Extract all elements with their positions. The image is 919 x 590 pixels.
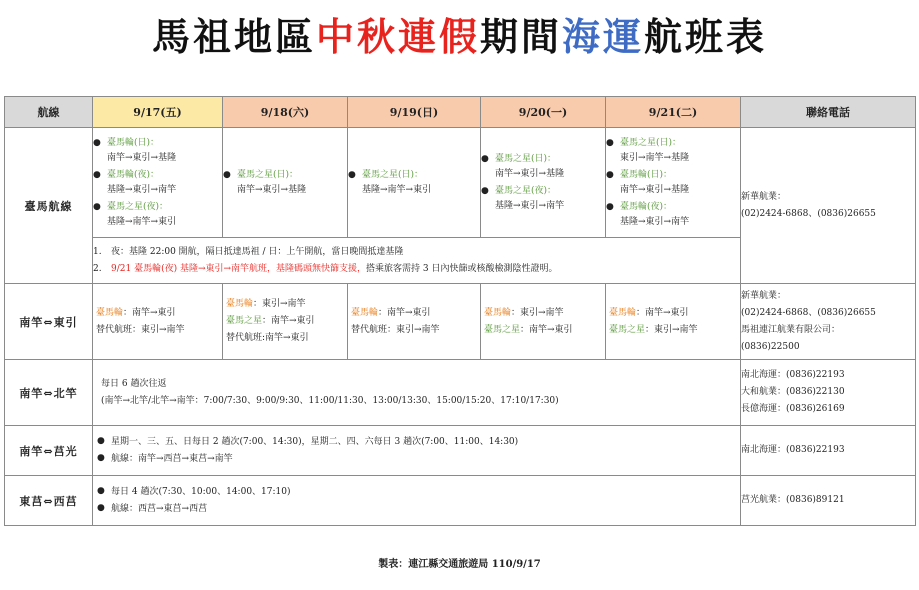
ship-name: 臺馬輪 [351,307,379,318]
sailing [93,168,222,198]
list-item [97,451,740,468]
bullet-icon: ● [97,485,105,496]
phone-line: 大和航業：(0836)22130 [741,387,845,397]
nb-schedule [93,360,741,426]
header-date-4: 9/20(一) [481,97,606,128]
sailing [606,168,740,198]
bullet-icon: ● [606,201,614,212]
phone-line: 南北海運：(0836)22193 [741,370,845,380]
ship-route: 南竿→東引→基隆 [107,152,177,163]
ship-route: 基隆→南竿→東引 [362,184,432,195]
ship-route: 基隆→東引→南竿 [107,184,177,195]
taima-d4-cell [481,128,606,238]
bullet-icon: ● [348,169,356,180]
ship-route: ：南竿→東引 [262,316,315,326]
ship-name: 臺馬輪 [484,307,512,318]
bullet-icon: ● [97,435,105,446]
bullet-icon: ● [606,137,614,148]
nd-d5-cell [606,284,741,360]
nj-phone [741,426,916,476]
route-dongju-xiju: 東莒⇔西莒 [5,476,93,526]
bullet-icon: ● [223,169,231,180]
header-phone: 聯絡電話 [741,97,916,128]
list-item [97,434,740,451]
nb-phone [741,360,916,426]
note-warning: 9/21 臺馬輪(夜) 基隆→東引→南竿航班，基隆碼頭無快篩支援， [111,263,367,274]
ship-route: ：南竿→東引 [636,307,689,318]
alt-route: 替代航班：東引→南竿 [96,324,185,335]
route-nangan-beigan: 南竿⇔北竿 [5,360,93,426]
sailing [348,168,480,198]
ship-route: 東引→南竿→基隆 [620,152,690,163]
taima-d2-cell [223,128,348,238]
header-date-1: 9/17(五) [93,97,223,128]
ship-name: 臺馬輪 [96,307,124,318]
taima-d1-cell [93,128,223,238]
taima-d3-cell [348,128,481,238]
taima-notes [93,238,741,284]
schedule-table [4,96,916,526]
title-part-2: 中秋連假 [315,14,480,59]
ship-route: ：南竿→東引 [378,307,431,318]
bullet-icon: ● [481,185,489,196]
phone-number: (02)2424-6868、(0836)26655 [741,208,876,219]
ship-name: 臺馬之星(日)： [495,153,557,164]
phone-line: 莒光航業：(0836)89121 [741,495,845,505]
title-part-5: 航班表 [644,14,768,59]
title-part-4: 海運 [562,14,645,59]
nd-row [5,284,916,360]
nj-row [5,426,916,476]
nd-d2-cell [223,284,348,360]
schedule-line: 航線：西莒→東莒→西莒 [111,503,208,514]
footer-credit: 製表：連江縣交通旅遊局 110/9/17 [378,559,541,570]
bullet-icon: ● [97,502,105,513]
ship-name: 臺馬之星 [609,324,646,335]
ship-name: 臺馬輪 [609,307,637,318]
note-number: 2. [93,263,102,274]
page-title [0,14,919,60]
sailing [606,136,740,166]
phone-line: 長億海運：(0836)26169 [741,404,845,414]
schedule-line: 星期一、三、五、日每日 2 趟次(7:00、14:30)，星期二、四、六每日 3 趟次(7:00、11:00、14:30) [111,436,519,447]
bullet-icon: ● [481,153,489,164]
ship-route: ：東引→南竿 [253,299,306,309]
ship-route: ：東引→南竿 [645,324,698,335]
sailing [93,136,222,166]
schedule-times: (南竿→北竿/北竿→南竿：7:00/7:30、9:00/9:30、11:00/11:30、13:00/13:30、15:00/15:20、17:10/17:30) [101,395,559,406]
ship-name: 臺馬之星(夜)： [495,185,557,196]
list-item [97,501,740,518]
header-date-2: 9/18(六) [223,97,348,128]
ship-name: 臺馬輪(日)： [620,169,673,180]
header-row [5,97,916,128]
phone-number: (02)2424-6868、(0836)26655 [741,307,876,318]
nd-d1-cell [93,284,223,360]
phone-company: 新華航業： [741,191,787,202]
ship-route: 南竿→東引→基隆 [620,184,690,195]
bullet-icon: ● [93,137,101,148]
ship-name: 臺馬之星(日)： [620,137,682,148]
ship-route: 基隆→東引→南竿 [620,216,690,227]
phone-company: 馬祖連江航業有限公司： [741,324,841,335]
header-date-3: 9/19(日) [348,97,481,128]
dx-schedule [93,476,741,526]
ship-route: 南竿→東引→基隆 [495,168,565,179]
note-text: 搭乘旅客需持 3 日內快篩或核酸檢測陰性證明。 [366,263,558,274]
ship-name: 臺馬之星 [484,324,521,335]
schedule-line: 每日 6 趟次往返 [101,378,167,389]
ship-route: ：南竿→東引 [123,307,176,318]
ship-route: 南竿→東引→基隆 [237,184,307,195]
ship-name: 臺馬之星(夜)： [107,201,169,212]
sailing [606,200,740,230]
note-number: 1. [93,246,102,257]
sailing [481,152,605,182]
ship-name: 臺馬輪(日)： [107,137,160,148]
note-text: 夜：基隆 22:00 開航，隔日抵達馬祖 / 日：上午開航，當日晚間抵達基隆 [111,246,404,257]
phone-number: (0836)22500 [741,341,800,352]
sailing [93,200,222,230]
nd-d3-cell [348,284,481,360]
alt-route: 替代航班：東引→南竿 [351,324,440,335]
schedule-line: 航線：南竿→西莒→東莒→南竿 [111,453,233,464]
bullet-icon: ● [93,169,101,180]
ship-name: 臺馬之星(日)： [362,169,424,180]
ship-name: 臺馬之星(日)： [237,169,299,180]
ship-route: 基隆→南竿→東引 [107,216,177,227]
list-item [97,484,740,501]
route-nangan-dongyin: 南竿⇔東引 [5,284,93,360]
bullet-icon: ● [97,452,105,463]
header-date-5: 9/21(二) [606,97,741,128]
taima-phone [741,128,916,284]
ship-name: 臺馬輪(夜)： [620,201,673,212]
nd-d4-cell [481,284,606,360]
taima-row [5,128,916,238]
ship-route: ：南竿→東引 [520,324,573,335]
sailing [223,168,347,198]
bullet-icon: ● [93,201,101,212]
ship-name: 臺馬輪(夜)： [107,169,160,180]
nd-phone [741,284,916,360]
route-taima: 臺馬航線 [5,128,93,284]
nb-row [5,360,916,426]
ship-route: 基隆→東引→南竿 [495,200,565,211]
nj-schedule [93,426,741,476]
ship-name: 臺馬輪 [226,299,254,309]
ship-name: 臺馬之星 [226,316,263,326]
dx-phone [741,476,916,526]
route-nangan-juguang: 南竿⇔莒光 [5,426,93,476]
sailing [481,184,605,214]
phone-line: 南北海運：(0836)22193 [741,445,845,455]
taima-d5-cell [606,128,741,238]
alt-route: 替代航班:南竿→東引 [226,333,309,343]
header-route: 航線 [5,97,93,128]
title-part-3: 期間 [479,14,562,59]
title-part-1: 馬祖地區 [151,14,316,59]
dx-row [5,476,916,526]
bullet-icon: ● [606,169,614,180]
ship-route: ：東引→南竿 [511,307,564,318]
phone-company: 新華航業： [741,290,787,301]
schedule-line: 每日 4 趟次(7:30、10:00、14:00、17:10) [111,486,291,497]
